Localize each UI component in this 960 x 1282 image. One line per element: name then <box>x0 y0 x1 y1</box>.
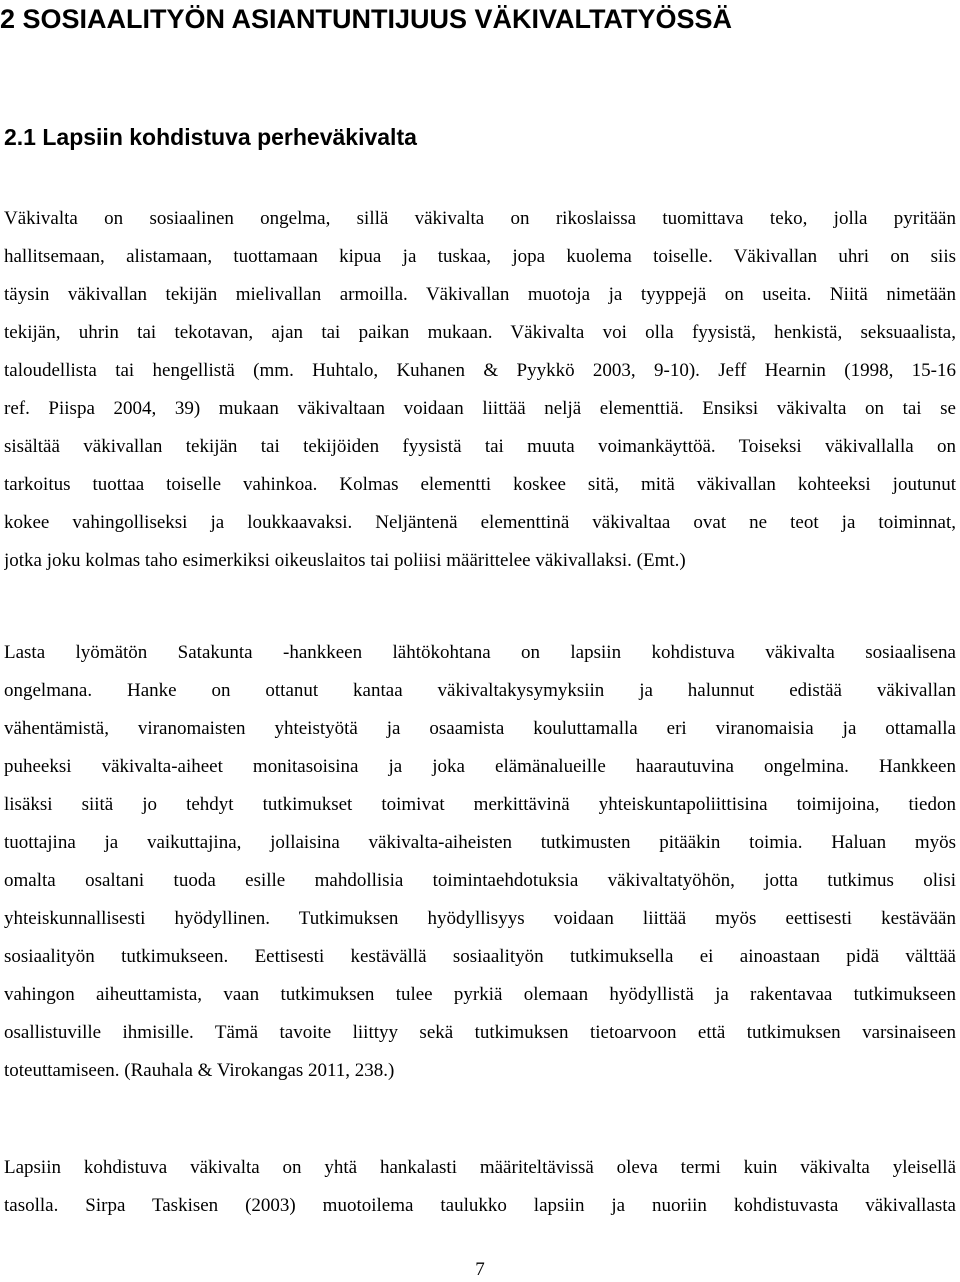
paragraph-line: tarkoitus tuottaa toiselle vahinkoa. Kolmas elementti koskee sitä, mitä väkivallan kohteeksi joutunut <box>4 474 956 495</box>
paragraph-line: vahingon aiheuttamista, vaan tutkimuksen tulee pyrkiä olemaan hyödyllistä ja rakentavaa tutkimukseen <box>4 984 956 1005</box>
paragraph-line: puheeksi väkivalta-aiheet monitasoisina ja joka elämänalueille haarautuvina ongelmina. Hankkeen <box>4 756 956 777</box>
paragraph-3 <box>4 1149 956 1225</box>
paragraph-line: tasolla. Sirpa Taskisen (2003) muotoilema taulukko lapsiin ja nuoriin kohdistuvasta väkivallasta <box>4 1195 956 1216</box>
paragraph-line: omalta osaltani tuoda esille mahdollisia toimintaehdotuksia väkivaltatyöhön, jotta tutkimus olisi <box>4 870 956 891</box>
page-number: 7 <box>475 1259 485 1280</box>
paragraph-line: sisältää väkivallan tekijän tai tekijöiden fyysistä tai muuta voimankäyttöä. Toiseksi väkivallalla on <box>4 436 956 457</box>
paragraph-line: yhteiskunnallisesti hyödyllinen. Tutkimuksen hyödyllisyys voidaan liittää myös eettisesti kestävään <box>4 908 956 929</box>
paragraph-line: vähentämistä, viranomaisten yhteistyötä ja osaamista kouluttamalla eri viranomaisia ja ottamalla <box>4 718 956 739</box>
paragraph-line: Lapsiin kohdistuva väkivalta on yhtä hankalasti määriteltävissä oleva termi kuin väkivalta yleisellä <box>4 1157 956 1178</box>
chapter-heading: 2 SOSIAALITYÖN ASIANTUNTIJUUS VÄKIVALTATYÖSSÄ <box>0 4 733 34</box>
paragraph-1 <box>4 200 956 580</box>
paragraph-line: toteuttamiseen. (Rauhala & Virokangas 2011, 238.) <box>4 1060 395 1081</box>
paragraph-line: sosiaalityön tutkimukseen. Eettisesti kestävällä sosiaalityön tutkimuksella ei ainoastaan pidä välttää <box>4 946 956 967</box>
paragraph-line: ongelmana. Hanke on ottanut kantaa väkivaltakysymyksiin ja halunnut edistää väkivallan <box>4 680 956 701</box>
paragraph-line: jotka joku kolmas taho esimerkiksi oikeuslaitos tai poliisi määrittelee väkivallaksi. (Emt.) <box>4 550 686 571</box>
paragraph-line: tekijän, uhrin tai tekotavan, ajan tai paikan mukaan. Väkivalta voi olla fyysistä, henkistä, seksuaalista, <box>4 322 956 343</box>
paragraph-line: täysin väkivallan tekijän mielivallan armoilla. Väkivallan muotoja ja tyyppejä on useita. Niitä nimetään <box>4 284 956 305</box>
paragraph-line: ref. Piispa 2004, 39) mukaan väkivaltaan voidaan liittää neljä elementtiä. Ensiksi väkivalta on tai se <box>4 398 956 419</box>
section-heading: 2.1 Lapsiin kohdistuva perheväkivalta <box>4 124 417 150</box>
paragraph-line: Lasta lyömätön Satakunta -hankkeen lähtökohtana on lapsiin kohdistuva väkivalta sosiaalisena <box>4 642 956 663</box>
paragraph-line: Väkivalta on sosiaalinen ongelma, sillä väkivalta on rikoslaissa tuomittava teko, jolla pyritään <box>4 208 956 229</box>
paragraph-2 <box>4 634 956 1090</box>
paragraph-line: tuottajina ja vaikuttajina, jollaisina väkivalta-aiheisten tutkimusten pitääkin toimia. Haluan myös <box>4 832 956 853</box>
paragraph-line: taloudellista tai hengellistä (mm. Huhtalo, Kuhanen & Pyykkö 2003, 9-10). Jeff Hearnin (1998, 15-16 <box>4 360 956 381</box>
paragraph-line: hallitsemaan, alistamaan, tuottamaan kipua ja tuskaa, jopa kuolema toiselle. Väkivallan uhri on siis <box>4 246 956 267</box>
paragraph-line: lisäksi siitä jo tehdyt tutkimukset toimivat merkittävinä yhteiskuntapoliittisina toimijoina, tiedon <box>4 794 956 815</box>
paragraph-line: kokee vahingolliseksi ja loukkaavaksi. Neljäntenä elementtinä väkivaltaa ovat ne teot ja toiminnat, <box>4 512 956 533</box>
paragraph-line: osallistuville ihmisille. Tämä tavoite liittyy sekä tutkimuksen tietoarvoon että tutkimuksen varsinaiseen <box>4 1022 956 1043</box>
